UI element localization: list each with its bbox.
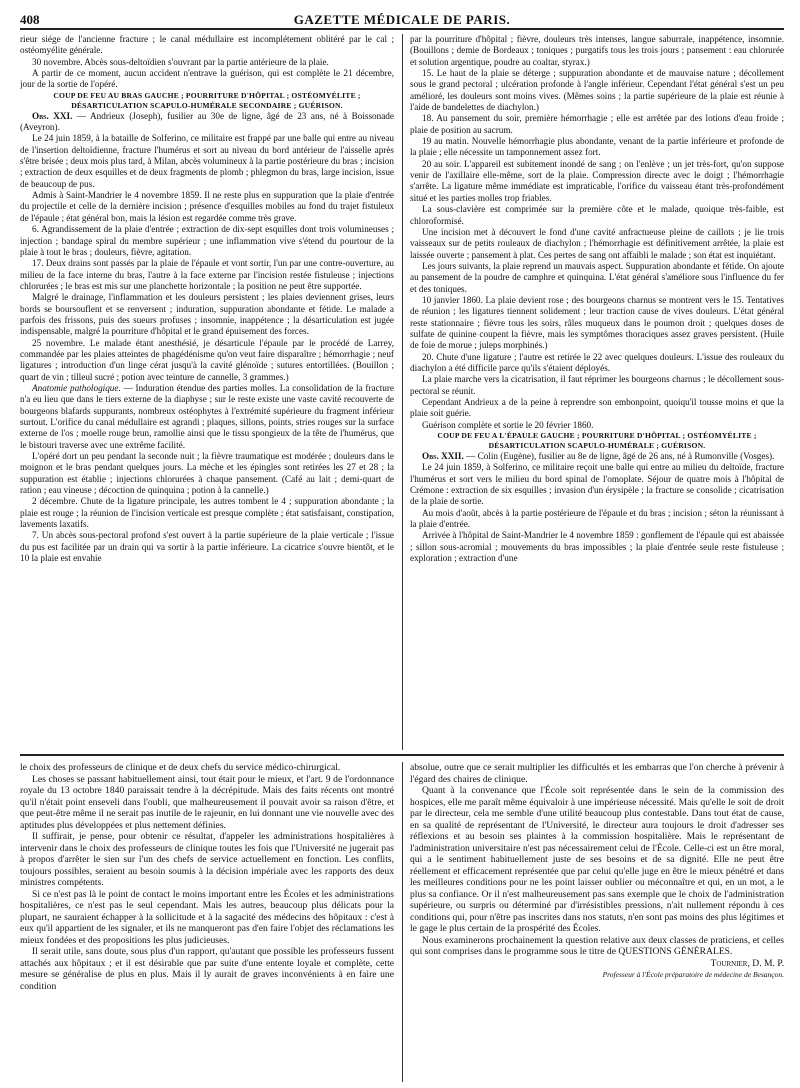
author-title: Professeur à l'École préparatoire de médecine de Besançon. (602, 970, 784, 979)
paragraph: La plaie marche vers la cicatrisation, il faut réprimer les bourgeons charnus ; le décollement sous-pectoral se réunit. (410, 374, 784, 396)
pathology-paragraph (20, 383, 394, 451)
lower-right-column (410, 762, 784, 1082)
paragraph: Il serait utile, sans doute, sous plus d'un rapport, qu'autant que possible les professeurs fussent attachés aux hôpitaux ; et il est désirable que par suite d'une entente loyale et complète, cette mesure se généralise de plus en plus. Mais il ly aurait de graves inconvénients à en faire une condition (20, 946, 394, 992)
paragraph: A partir de ce moment, aucun accident n'entrave la guérison, qui est complète le 21 décembre, jour de la sortie de l'opéré. (20, 68, 394, 90)
section-heading: COUP DE FEU AU BRAS GAUCHE ; POURRITURE D'HÔPITAL ; OSTÉOMYÉLITE ; DÉSARTICULATION SCAPULO-HUMÉRALE SECONDAIRE ; GUÉRISON. (53, 90, 361, 110)
editorial-section (20, 762, 784, 1082)
paragraph: Au mois d'août, abcès à la partie postérieure de l'épaule et du bras ; incision ; séton la réunissant à la plaie d'entrée. (410, 507, 784, 530)
paragraph: 15. Le haut de la plaie se déterge ; suppuration abondante et de mauvaise nature ; décollement sous le grand pectoral ; ulcération profonde à l'angle inférieur. Cependant l'état général s'est un peu amélioré, les douleurs sont moins vives. (Mêmes soins ; la partie supérieure de la plaie est réunie à l'aide de bandelettes de diachylon.) (410, 68, 784, 113)
paragraph: 20 au soir. L'appareil est subitement inondé de sang ; on l'enlève ; un jet très-fort, qu'on suppose venir de l'axillaire elle-même, sort de la plaie. Compression directe avec le doigt ; l'hémorrhagie s'arrête. La ligature même immédiate est impraticable, l'orifice du vaisseau étant très-profondément situé et les parties molles trop friables. (410, 158, 784, 203)
paragraph: 2 décembre. Chute de la ligature principale, les autres tombent le 4 ; suppuration abondante ; la plaie est rouge ; la réunion de l'incision verticale est presque complète ; état satisfaisant, constipation, lavements laxatifs. (20, 496, 394, 530)
paragraph: Une incision met à découvert le fond d'une cavité anfractueuse pleine de caillots ; je lie trois vaisseaux sur de petits rouleaux de diachylon ; l'hémorrhagie est définitivement arrêtée, la plaie est laissée ouverte ; pansement à plat. Ces pertes de sang ont affaibli le malade ; son état est inquiétant. (410, 226, 784, 260)
paragraph: Admis à Saint-Mandrier le 4 novembre 1859. Il ne reste plus en suppuration que la plaie d'entrée du projectile et celle de la dernière incision ; présence d'esquilles mobiles au fond du trajet fistuleux de l'épaule ; état général bon, mais la lésion est regardée comme très grave. (20, 190, 394, 223)
journal-title: GAZETTE MÉDICALE DE PARIS. (293, 12, 511, 27)
page-header (20, 12, 784, 30)
paragraph: par la pourriture d'hôpital ; fièvre, douleurs très intenses, langue saburrale, inappétence, insomnie. (Bouillons ; demie de Bordeaux ; toniques ; purgatifs tous les trois jours ; pansement : eau chlorurée et solution argentique, poudre au coaltar, styrax.) (410, 34, 784, 67)
pathology-text: — Induration étendue des parties molles. La consolidation de la fracture n'a eu lieu que dans le tiers externe de la diaphyse ; sur le reste existe une vaste cavité recouverte de bourgeons blafards suppurants, nombreux ostéophytes à l'extrémité supérieure du fragment inférieur surtout. L'orifice du canal médullaire est agrandi ; plaques, sillons, points, stries rouges sur la surface externe de l'os ; moelle rouge brun, ramollie ainsi que le tissu spongieux de la tête de l'humérus, que le bistouri traverse avec une extrême facilité. (20, 382, 394, 450)
paragraph: Il suffirait, je pense, pour obtenir ce résultat, d'appeler les administrations hospitalières à intervenir dans le choix des professeurs de clinique toutes les fois que l'Université ne jugerait pas à propos d'arrêter le sien sur l'un des chefs de service actuellement en fonction. Les conflits, toujours possibles, seraient au besoin soumis à la décision impériale avec les rapports des deux ministres compétents. (20, 831, 394, 888)
newspaper-page (20, 12, 784, 1082)
section-heading: COUP DE FEU A L'ÉPAULE GAUCHE ; POURRITURE D'HÔPITAL ; OSTÉOMYÉLITE ; DÉSARTICULATION SCAPULO-HUMÉRALE ; GUÉRISON. (437, 431, 757, 451)
observation-patient: — Andrieux (Joseph), fusilier au 30e de ligne, âgé de 23 ans, né à Boissonade (Aveyron). (20, 110, 394, 133)
observation-intro (20, 111, 394, 134)
paragraph: 6. Agrandissement de la plaie d'entrée ; extraction de dix-sept esquilles dont trois volumineuses ; injection ; bandage spiral du membre supérieur ; une inflammation vive s'étend du pourtour de la plaie à tout le bras ; douleurs, fièvre, agitation. (20, 224, 394, 257)
paragraph: 10 janvier 1860. La plaie devient rose ; des bourgeons charnus se montrent vers le 15. Tentatives de réunion ; les ligatures tiennent solidement ; leur traction cause de vives douleurs. L'état général reste stationnaire ; fièvre tous les soirs, râles muqueux dans le poumon droit ; quelques doses de sulfate de quinine coupent la fièvre, mais les symptômes thoraciques assez graves persistent. (Huile de foie de morue ; juleps morphinés.) (410, 294, 784, 351)
paragraph: 20. Chute d'une ligature ; l'autre est retirée le 22 avec quelques douleurs. L'issue des rouleaux du diachylon a été difficile parce qu'ils s'étaient déployés. (410, 351, 784, 373)
paragraph: Les jours suivants, la plaie reprend un mauvais aspect. Suppuration abondante et fétide. On ajoute au pansement de la poudre de camphre et quinquina. L'état général s'améliore sous l'influence du fer et des toniques. (410, 260, 784, 294)
paragraph: Si ce n'est pas là le point de contact le moins important entre les Écoles et les administrations hospitalières, ce n'est pas le seul cependant. Mais les autres, beaucoup plus délicats pour la plupart, ne sauraient échapper à la sollicitude et à la sagacité des médecins des hôpitaux : c'est à eux qu'il appartient de les signaler, et ils ne manqueront pas d'en faire l'objet des réclamations les mieux fondées et des propositions les plus judicieuses. (20, 888, 394, 946)
author-signature: Tournier, D. M. P. (710, 957, 784, 969)
paragraph: La sous-clavière est comprimée sur la première côte et le malade, quoique très-faible, est chloroformisé. (410, 204, 784, 226)
column-divider (402, 762, 403, 1082)
observation-intro (410, 451, 784, 462)
observation-label: Obs. XXII. (422, 451, 464, 462)
paragraph: Arrivée à l'hôpital de Saint-Mandrier le 4 novembre 1859 : gonflement de l'épaule qui est abaissée ; sillon sous-acromial ; mouvements du bras impossibles ; la plaie d'entrée seule reste fistuleuse ; exploration ; extraction d'une (410, 530, 784, 564)
upper-left-column (20, 34, 394, 750)
paragraph: le choix des professeurs de clinique et de deux chefs du service médico-chirurgical. (20, 762, 341, 773)
paragraph: Quant à la convenance que l'École soit représentée dans le sein de la commission des hospices, elle me paraît même équivaloir à une impérieuse nécessité. Mais qu'elle le soit de droit par le directeur, cela me semble d'une utilité beaucoup plus contestable. Dans tout état de cause, en sa qualité de représentant de l'Université, le directeur aura toujours le droit d'adresser ses réflexions et au besoin ses plaintes à la commission hospitalière. Mais le représentant de l'administration universitaire n'est pas nécessairement celui de l'École. Celle-ci est un être moral, qui a le sentiment habituellement juste de ses besoins et de sa dignité. Elle ne peut être réellement et efficacement représentée que par celui qu'elle juge en être le mieux pénétré et dans les meilleures conditions pour ne les point laisser oublier ou méconnaître et qui, en un mot, a le plus sa confiance. Or il n'est malheureusement pas sans exemple que le choix de l'administration supérieure, ou surpris ou déterminé par d'irrésistibles pressions, n'ait nullement répondu à ces conditions qui, pour n'être pas inscrites dans nos statuts, n'en sont pas moins des plus légitimes et le gage le plus certain de la prospérité des Écoles. (410, 785, 784, 934)
column-divider (402, 34, 403, 750)
paragraph: 19 au matin. Nouvelle hémorrhagie plus abondante, venant de la partie inférieure et profonde de la plaie ; elle nécessite un tamponnement assez fort. (410, 136, 784, 158)
paragraph: Guérison complète et sortie le 20 février 1860. (422, 419, 594, 430)
observation-label: Obs. XXI. (32, 110, 73, 121)
paragraph: Malgré le drainage, l'inflammation et les douleurs persistent ; les plaies deviennent grises, leurs bords se boursouflent et se renversent ; induration, suppuration abondante et fétide. Le malade a parfois des frissons, puis des sueurs profuses ; insomnie, inappétence ; la désarticulation est jugée indispensable, malgré la pourriture d'hôpital et le grand épuisement des forces. (20, 292, 394, 337)
paragraph: rieur siége de l'ancienne fracture ; le canal médullaire est incomplétement oblitéré par le cal ; ostéomyélite générale. (20, 34, 394, 56)
page-number: 408 (20, 12, 40, 27)
case-reports-section (20, 34, 784, 750)
paragraph: Le 24 juin 1859, à Solferino, ce militaire reçoit une balle qui entre au milieu du deltoïde, fracture l'humérus et sort vers le milieu du bord spinal de l'omoplate. Séjour de quatre mois à l'hôpital de Crémone : extraction de six esquilles ; invasion d'un érysipèle ; la fracture se consolide ; cicatrisation de la plaie de sortie. (410, 462, 784, 507)
paragraph: 25 novembre. Le malade étant anesthésié, je désarticule l'épaule par le procédé de Larrey, commandée par les plaies atteintes de phagédénisme qu'on veut faire disparaître ; hémorrhagie ; neuf ligatures ; introduction d'un linge cérat jusqu'à la cavité glénoïde ; sutures entortillées. (Bouillon ; quart de vin ; tilleul sucré ; potion avec teinture de cannelle, 3 grammes.) (20, 337, 394, 382)
lower-left-column (20, 762, 394, 1082)
paragraph: L'opéré dort un peu pendant la seconde nuit ; la fièvre traumatique est modérée ; douleurs dans le moignon et le bras pendant quelques jours. La mèche et les épingles sont retirées les 27 et 28 ; la suppuration est établie ; injections chlorurées à chaque pansement. (Café au lait ; demi-quart de ration ; eau vineuse ; décoction de quinquina ; potion à la cannelle.) (20, 451, 394, 496)
section-divider (20, 754, 784, 756)
paragraph: Le 24 juin 1859, à la bataille de Solferino, ce militaire est frappé par une balle qui entre au niveau de l'insertion deltoïdienne, fracture l'humérus et sort au niveau du bord antérieur de l'aisselle après s'être brisée ; deux mois plus tard, à Milan, abcès volumineux à la partie postérieure du bras ; incision ; extraction de deux esquilles et de deux fragments de plomb ; phlegmon du bras, large incision, issue de beaucoup de pus. (20, 133, 394, 189)
paragraph: 7. Un abcès sous-pectoral profond s'est ouvert à la partie supérieure de la plaie verticale ; l'issue du pus est facilitée par un drain qui va sortir à la partie inférieure. La cicatrice s'ouvre bientôt, et le 10 la plaie est envahie (20, 530, 394, 564)
observation-patient: — Colin (Eugène), fusilier au 8e de ligne, âgé de 26 ans, né à Rumonville (Vosges). (463, 451, 775, 462)
upper-right-column (410, 34, 784, 750)
paragraph: Nous examinerons prochainement la question relative aux deux classes de praticiens, et celles qui sont comprises dans le programme sous le titre de QUESTIONS GÉNÉRALES. (410, 934, 784, 957)
paragraph: absolue, outre que ce serait multiplier les difficultés et les embarras que l'on cherche à prévenir à l'égard des chaires de clinique. (410, 762, 784, 785)
pathology-label: Anatomie pathologique. (32, 382, 121, 393)
paragraph: 18. Au pansement du soir, première hémorrhagie ; elle est arrêtée par des lotions d'eau froide ; plaie de position au sacrum. (410, 113, 784, 135)
paragraph: 30 novembre. Abcès sous-deltoïdien s'ouvrant par la partie antérieure de la plaie. (32, 56, 329, 67)
paragraph: 17. Deux drains sont passés par la plaie de l'épaule et vont sortir, l'un par une contre-ouverture, au milieu de la face interne du bras, l'autre à la face externe par l'incision restée fistuleuse ; injections chlorurées ; le bras est mis sur une planchette horizontale ; la position ne peut être supportée. (20, 258, 394, 291)
paragraph: Cependant Andrieux a de la peine à reprendre son embonpoint, quoiqu'il tousse moins et que la plaie soit guérie. (410, 397, 784, 419)
paragraph: Les choses se passant habituellement ainsi, tout était pour le mieux, et l'art. 9 de l'ordonnance royale du 13 octobre 1840 paraissait tendre à la décrépitude. Mais des faits récents ont montré qu'il n'était point enseveli dans l'oubli, que malheureusement il pouvait avoir sa raison d'être, et que peut-être même il ne serait pas inutile de le rajeunir, en lui donnant une vie nouvelle avec des aptitudes plus développées et plus nettement définies. (20, 773, 394, 831)
